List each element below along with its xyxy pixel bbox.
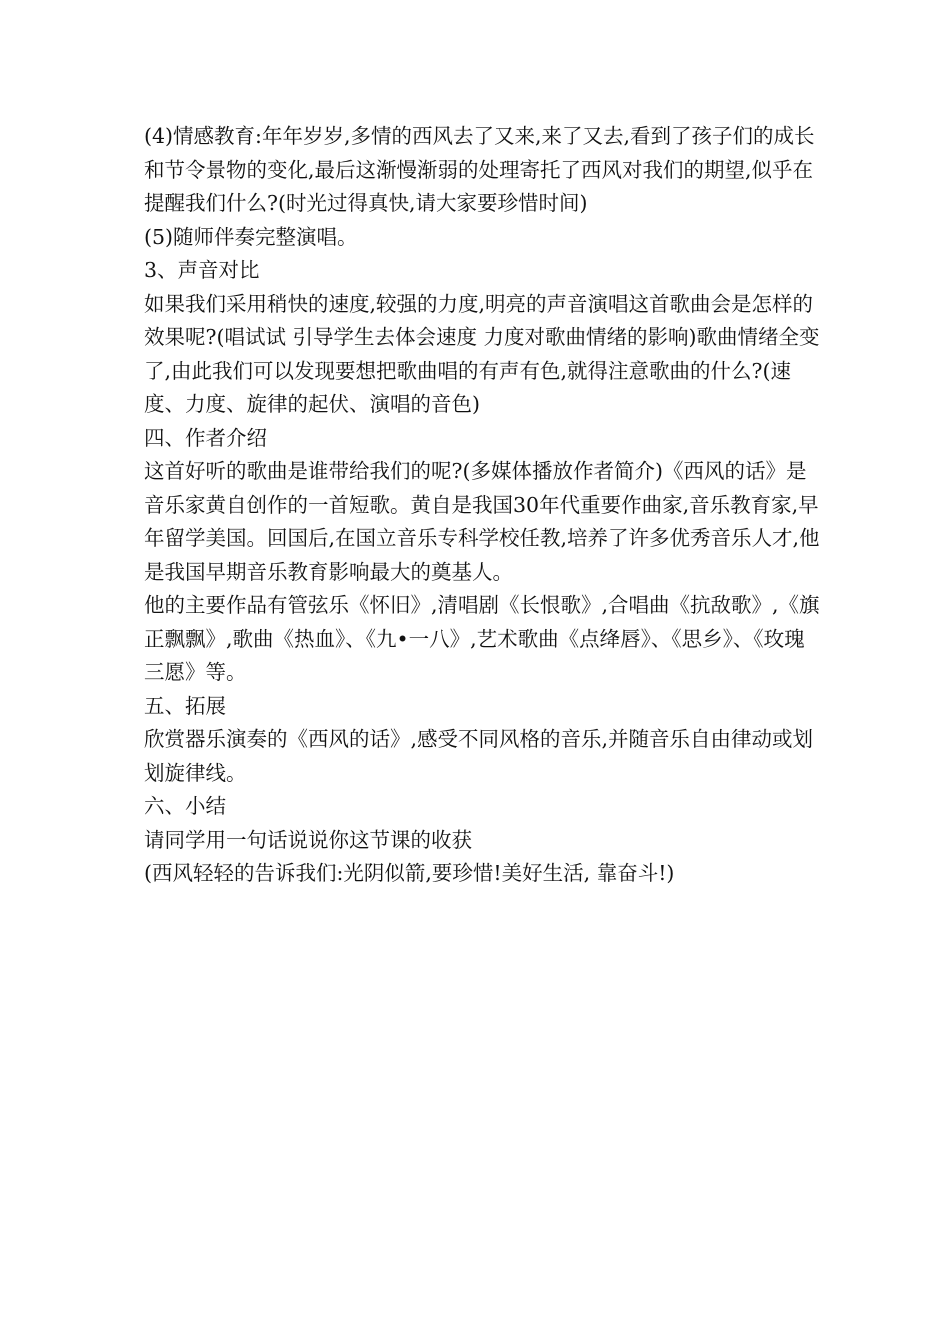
paragraph-emotional-education: (4)情感教育:年年岁岁,多情的西风去了又来,来了又去,看到了孩子们的成长和节令景物的变化,最后这渐慢渐弱的处理寄托了西风对我们的期望,似乎在提醒我们什么?(时光过得真快,请大家要珍惜时间): [144, 124, 815, 215]
document-body: [144, 120, 824, 891]
paragraph-sing-with-teacher: (5)随师伴奏完整演唱。: [144, 224, 358, 249]
heading-extension: 五、拓展: [144, 693, 226, 718]
heading-author-intro: 四、作者介绍: [144, 425, 267, 450]
heading-summary: 六、小结: [144, 794, 226, 818]
paragraph-extension: 欣赏器乐演奏的《西风的话》,感受不同风格的音乐,并随音乐自由律动或划划旋律线。: [144, 727, 814, 785]
paragraph-author-intro: 这首好听的歌曲是谁带给我们的呢?(多媒体播放作者简介)《西风的话》是音乐家黄自创作的一首短歌。黄自是我国30年代重要作曲家,音乐教育家,早年留学美国。回国后,在国立音乐专科学校任教,培养了许多优秀音乐人才,他是我国早期音乐教育影响最大的奠基人。: [144, 459, 820, 584]
paragraph-summary-prompt: 请同学用一句话说说你这节课的收获: [144, 827, 472, 852]
paragraph-summary-message: (西风轻轻的告诉我们:光阴似箭,要珍惜!美好生活, 靠奋斗!): [144, 861, 675, 885]
paragraph-major-works: 他的主要作品有管弦乐《怀旧》,清唱剧《长恨歌》,合唱曲《抗敌歌》,《旗正飘飘》,歌曲《热血》、《九•一八》,艺术歌曲《点绛唇》、《思乡》、《玫瑰三愿》等。: [144, 593, 820, 684]
paragraph-voice-contrast: 如果我们采用稍快的速度,较强的力度,明亮的声音演唱这首歌曲会是怎样的效果呢?(唱试试 引导学生去体会速度 力度对歌曲情绪的影响)歌曲情绪全变了,由此我们可以发现要想把歌曲唱的有声有色,就得注意歌曲的什么?(速度、力度、旋律的起伏、演唱的音色): [144, 291, 820, 416]
heading-voice-contrast: 3、声音对比: [144, 258, 260, 282]
